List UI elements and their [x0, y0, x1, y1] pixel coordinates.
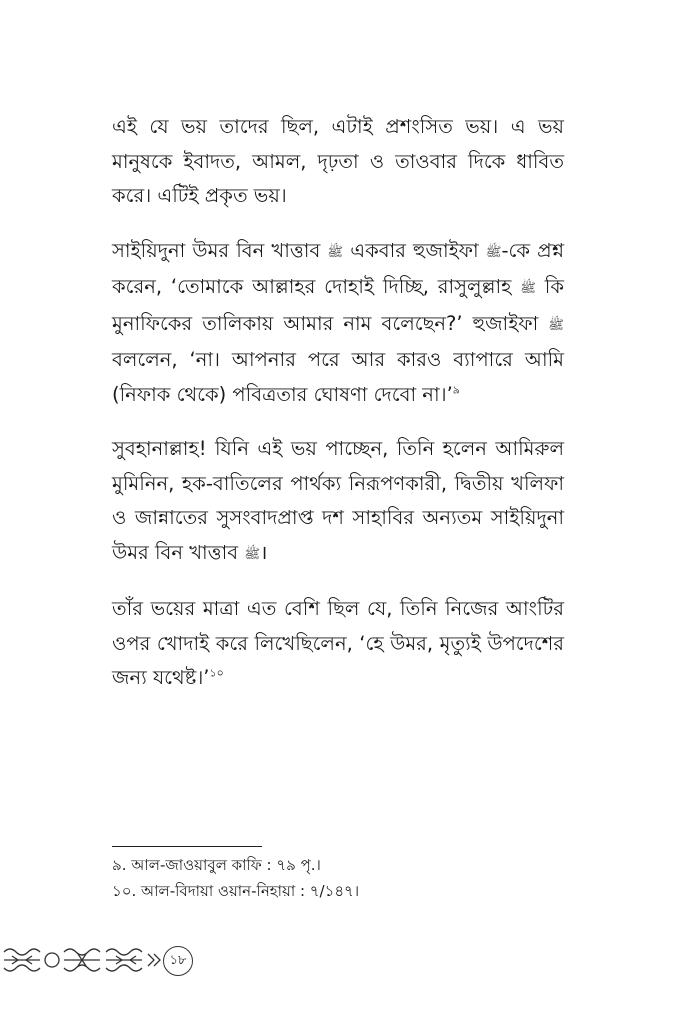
footnote-10: ১০. আল-বিদায়া ওয়ান-নিহায়া : ৭/১৪৭। — [112, 882, 360, 900]
page-number: ১৮ — [163, 946, 193, 976]
footnote-reference[interactable]: ১০ — [209, 666, 224, 680]
paragraph-3-segment-1: সুবহানাল্লাহ! যিনি এই ভয় পাচ্ছেন, তিনি হলেন আমিরুল মুমিনিন, হক-বাতিলের পার্থক্য নিরূপণকারী, দ্বিতীয় খলিফা ও জান্নাতের সুসংবাদপ্রাপ্ত দশ সাহাবির অন্যতম সাইয়িদুনা উমর বিন খাত্তাব — [112, 437, 564, 564]
footnote-9: ৯. আল-জাওয়াবুল কাফি : ৭৯ পৃ.। — [112, 856, 321, 874]
footnotes — [112, 852, 564, 904]
honorific-symbol: ﷺ — [327, 244, 344, 260]
paragraph-2-segment-5: বললেন, ‘না। আপনার পরে আর কারও ব্যাপারে আমি (নিফাক থেকে) পবিত্রতার ঘোষণা দেবো না।’ — [112, 348, 564, 406]
honorific-symbol: ﷺ — [548, 317, 564, 333]
main-text — [112, 110, 564, 716]
paragraph-2-segment-4: কি মুনাফিকের তালিকায় আমার নাম বলেছেন?’ হুজাইফা — [112, 275, 565, 335]
decorative-border-ornament — [2, 944, 162, 976]
footnote-divider — [112, 846, 262, 847]
footnote-reference[interactable]: ৯ — [452, 383, 460, 396]
paragraph-4-segment-1: তাঁর ভয়ের মাত্রা এত বেশি ছিল যে, তিনি নিজের আংটির ওপর খোদাই করে লিখেছিলেন, ‘হে উমর, মৃত্যুই উপদেশের জন্য যথেষ্ট।’ — [112, 597, 564, 689]
honorific-symbol: ﷺ — [520, 281, 536, 296]
paragraph-2-segment-1: সাইয়িদুনা উমর বিন খাত্তাব — [112, 238, 328, 262]
honorific-symbol: ﷺ — [485, 244, 502, 260]
honorific-symbol: ﷺ — [244, 546, 261, 562]
paragraph-1: এই যে ভয় তাদের ছিল, এটাই প্রশংসিত ভয়। এ ভয় মানুষকে ইবাদত, আমল, দৃঢ়তা ও তাওবার দিকে ধাবিত করে। এটিই প্রকৃত ভয়। — [112, 115, 564, 207]
paragraph-3-segment-2: । — [260, 540, 268, 564]
paragraph-2-segment-2: একবার হুজাইফা — [343, 238, 486, 262]
paragraph-2 — [112, 234, 564, 413]
paragraph-3 — [112, 432, 564, 572]
paragraph-4 — [112, 592, 564, 696]
paragraph-2-segment-3: -কে প্রশ্ন করেন, ‘তোমাকে আল্লাহর দোহাই দিচ্ছি, রাসুলুল্লাহ — [112, 238, 564, 298]
